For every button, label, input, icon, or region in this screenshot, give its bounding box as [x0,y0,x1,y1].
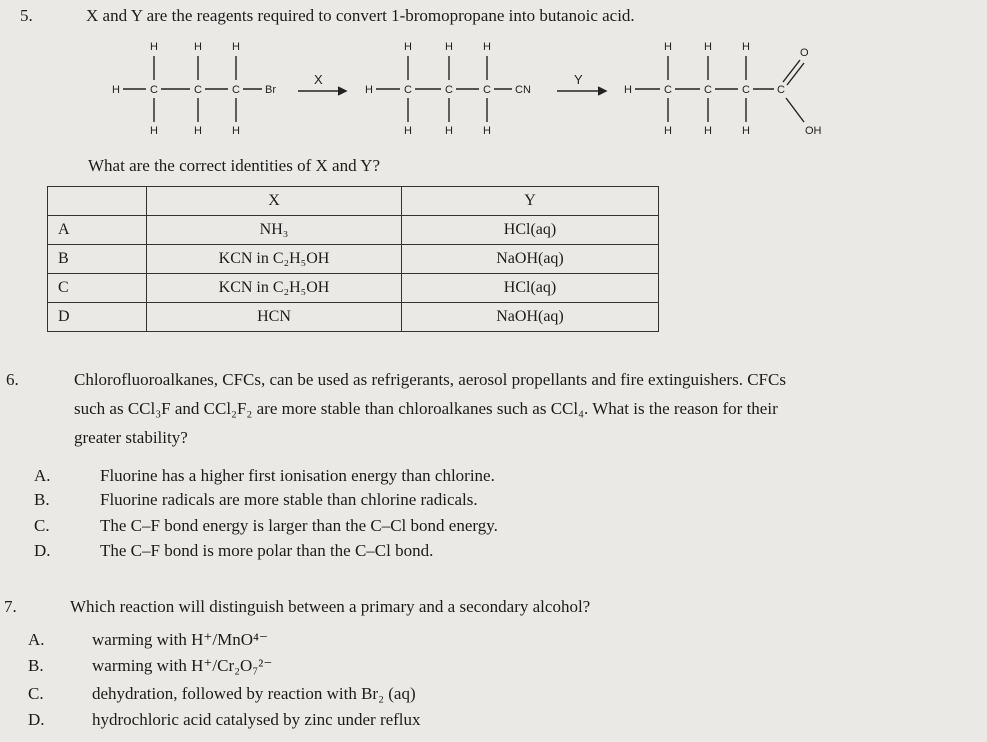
q6-option-text: The C–F bond energy is larger than the C–Cl bond energy. [100,516,498,535]
molecule-butanoic-acid [624,41,822,137]
molecule-butanenitrile [365,41,531,137]
row-y: NaOH(aq) [402,245,659,274]
q6-option-letter: D. [34,541,51,560]
table-row [48,216,659,245]
svg-text:C: C [483,84,491,96]
q5-number: 5. [20,6,33,25]
svg-text:OH: OH [805,125,822,137]
svg-text:H: H [483,125,491,137]
row-y: NaOH(aq) [402,303,659,332]
q6-option-text: Fluorine radicals are more stable than chlorine radicals. [100,490,478,509]
q6-option-text: Fluorine has a higher first ionisation energy than chlorine. [100,466,495,485]
q7-option-letter: B. [28,656,44,675]
svg-text:C: C [232,84,240,96]
answer-table [47,186,659,332]
q7-option-text: hydrochloric acid catalysed by zinc under reflux [92,710,421,729]
row-letter: C [48,274,147,303]
svg-text:H: H [742,125,750,137]
svg-text:C: C [664,84,672,96]
q6-option-letter: B. [34,490,50,509]
q7-option-letter: C. [28,684,44,703]
table-header-row [48,187,659,216]
q7-option-letter: D. [28,710,45,729]
q7-option-text: warming with H⁺/Cr₂O₇²⁻ [92,656,273,675]
table-header-x: X [147,187,402,216]
svg-text:C: C [404,84,412,96]
row-letter: B [48,245,147,274]
svg-text:C: C [777,84,785,96]
row-letter: A [48,216,147,245]
row-y: HCl(aq) [402,216,659,245]
q5-intro: X and Y are the reagents required to convert 1-bromopropane into butanoic acid. [86,6,635,25]
arrow-y-label: Y [574,72,583,87]
svg-text:H: H [150,41,158,53]
svg-text:H: H [704,125,712,137]
q5-question: What are the correct identities of X and Y? [88,156,381,175]
svg-text:H: H [404,125,412,137]
svg-text:H: H [365,84,373,96]
svg-text:H: H [483,41,491,53]
svg-text:H: H [664,125,672,137]
row-x: NH₃ [147,216,402,245]
svg-text:H: H [150,125,158,137]
q6-option-letter: A. [34,466,51,485]
svg-text:C: C [742,84,750,96]
q6-text-line3: greater stability? [74,428,188,447]
q7-number: 7. [4,597,17,616]
table-row [48,303,659,332]
q6-option-letter: C. [34,516,50,535]
q6-text-line2: such as CCl₃F and CCl₂F₂ are more stable than chloroalkanes such as CCl₄. What is the reason for their [74,399,778,418]
row-x: KCN in C₂H₅OH [147,274,402,303]
q7-option-text: warming with H⁺/MnO⁴⁻ [92,630,268,649]
q6-text [74,368,974,450]
q6-text-line1: Chlorofluoroalkanes, CFCs, can be used as refrigerants, aerosol propellants and fire extinguishers. CFCs [74,370,786,389]
svg-text:H: H [404,41,412,53]
svg-text:C: C [150,84,158,96]
svg-text:Br: Br [265,84,276,96]
svg-text:C: C [194,84,202,96]
svg-text:C: C [704,84,712,96]
table-header-y: Y [402,187,659,216]
reaction-scheme [0,30,987,150]
q7-option-letter: A. [28,630,45,649]
row-letter: D [48,303,147,332]
q7-option-text: dehydration, followed by reaction with Br₂ (aq) [92,684,416,703]
q6-number: 6. [6,370,19,389]
svg-text:H: H [445,125,453,137]
row-x: KCN in C₂H₅OH [147,245,402,274]
arrow-x-label: X [314,72,323,87]
svg-text:H: H [664,41,672,53]
svg-text:H: H [194,41,202,53]
svg-text:H: H [232,41,240,53]
svg-text:H: H [624,84,632,96]
svg-text:CN: CN [515,84,531,96]
svg-text:H: H [742,41,750,53]
row-x: HCN [147,303,402,332]
row-y: HCl(aq) [402,274,659,303]
svg-text:O: O [800,47,809,59]
svg-text:C: C [445,84,453,96]
q6-option-text: The C–F bond is more polar than the C–Cl bond. [100,541,434,560]
svg-text:H: H [194,125,202,137]
q7-text: Which reaction will distinguish between a primary and a secondary alcohol? [70,597,591,616]
table-row [48,274,659,303]
molecule-bromopropane [112,41,276,137]
svg-text:H: H [445,41,453,53]
table-row [48,245,659,274]
svg-text:H: H [232,125,240,137]
svg-text:H: H [112,84,120,96]
svg-text:H: H [704,41,712,53]
